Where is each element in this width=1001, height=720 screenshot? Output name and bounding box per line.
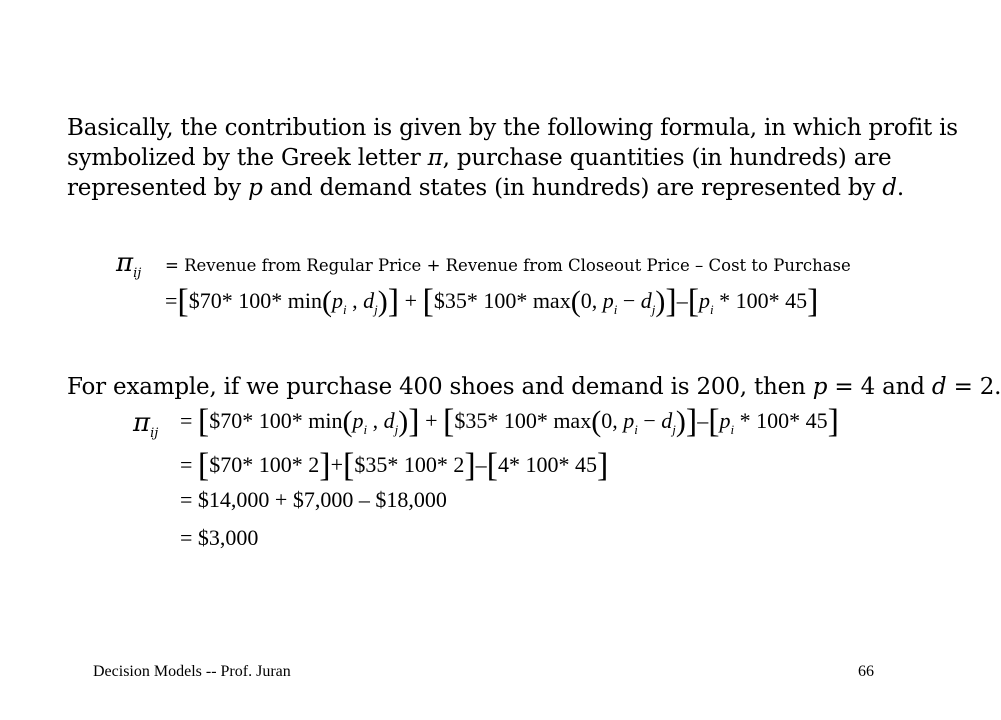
text-fragment: For example, if we purchase 400 shoes and demand is 200, then	[67, 374, 813, 400]
subscript: ij	[150, 426, 159, 441]
formula-symbol	[116, 248, 142, 281]
regular-revenue-term: $70* 100* min	[188, 288, 322, 313]
example-step-2: = [$70* 100* 2]+[$35* 100* 2]–[4* 100* 45]	[180, 447, 609, 484]
pi-symbol: π	[116, 248, 134, 278]
regular-revenue-term: $70* 100* min	[209, 408, 343, 433]
footer-page-number: 66	[858, 663, 874, 680]
example-intro	[67, 372, 1001, 402]
plus-sign: +	[404, 288, 417, 313]
subscript: ij	[133, 266, 142, 281]
intro-line-2	[67, 143, 891, 173]
minus-sign: –	[697, 408, 709, 433]
text-fragment: = 4 and	[827, 374, 932, 400]
example-step-1: = [$70* 100* $\min(p_i$ , $d_j$)] + [$35* 100* max(0, $p_i - d_j)]-[p_i * 100*$ 45]	[180, 403, 839, 440]
closeout-revenue-term: $35* 100* max	[433, 288, 571, 313]
text-fragment: = 2.	[946, 374, 1001, 400]
example-step-4: = $3,000	[180, 525, 259, 550]
text-fragment: , purchase quantities (in hundreds) are	[442, 145, 892, 171]
closeout-revenue-term: $35* 100* max	[454, 408, 592, 433]
minus-sign: –	[676, 288, 688, 313]
intro-line-1: Basically, the contribution is given by the following formula, in which profit is	[67, 115, 958, 141]
example-step-3: = $14,000 + $7,000 – $18,000	[180, 487, 447, 512]
plus-sign: +	[425, 408, 438, 433]
d-variable: d	[882, 175, 897, 201]
formula-description: = Revenue from Regular Price + Revenue from Closeout Price – Cost to Purchase	[165, 256, 851, 275]
equals-sign: =	[165, 288, 178, 313]
pi-symbol: π	[427, 145, 443, 171]
text-fragment: symbolized by the Greek letter	[67, 145, 428, 171]
formula-expression: =[$70* 100* $\min(p_i$ , $d_j$)] + [$35* 100* max(0, $p_i - d_j)]-[p_i * 100*$ 45]	[165, 283, 819, 320]
d-variable: d	[931, 374, 947, 400]
pi-symbol: π	[133, 408, 151, 438]
text-fragment: and demand states (in hundreds) are represented by	[262, 175, 883, 201]
p-variable: p	[812, 374, 828, 400]
text-fragment: .	[896, 175, 904, 201]
p-variable: p	[248, 175, 263, 201]
text-fragment: represented by	[67, 175, 249, 201]
intro-line-3	[67, 173, 904, 203]
example-symbol	[133, 408, 159, 441]
footer-course: Decision Models -- Prof. Juran	[93, 663, 291, 680]
